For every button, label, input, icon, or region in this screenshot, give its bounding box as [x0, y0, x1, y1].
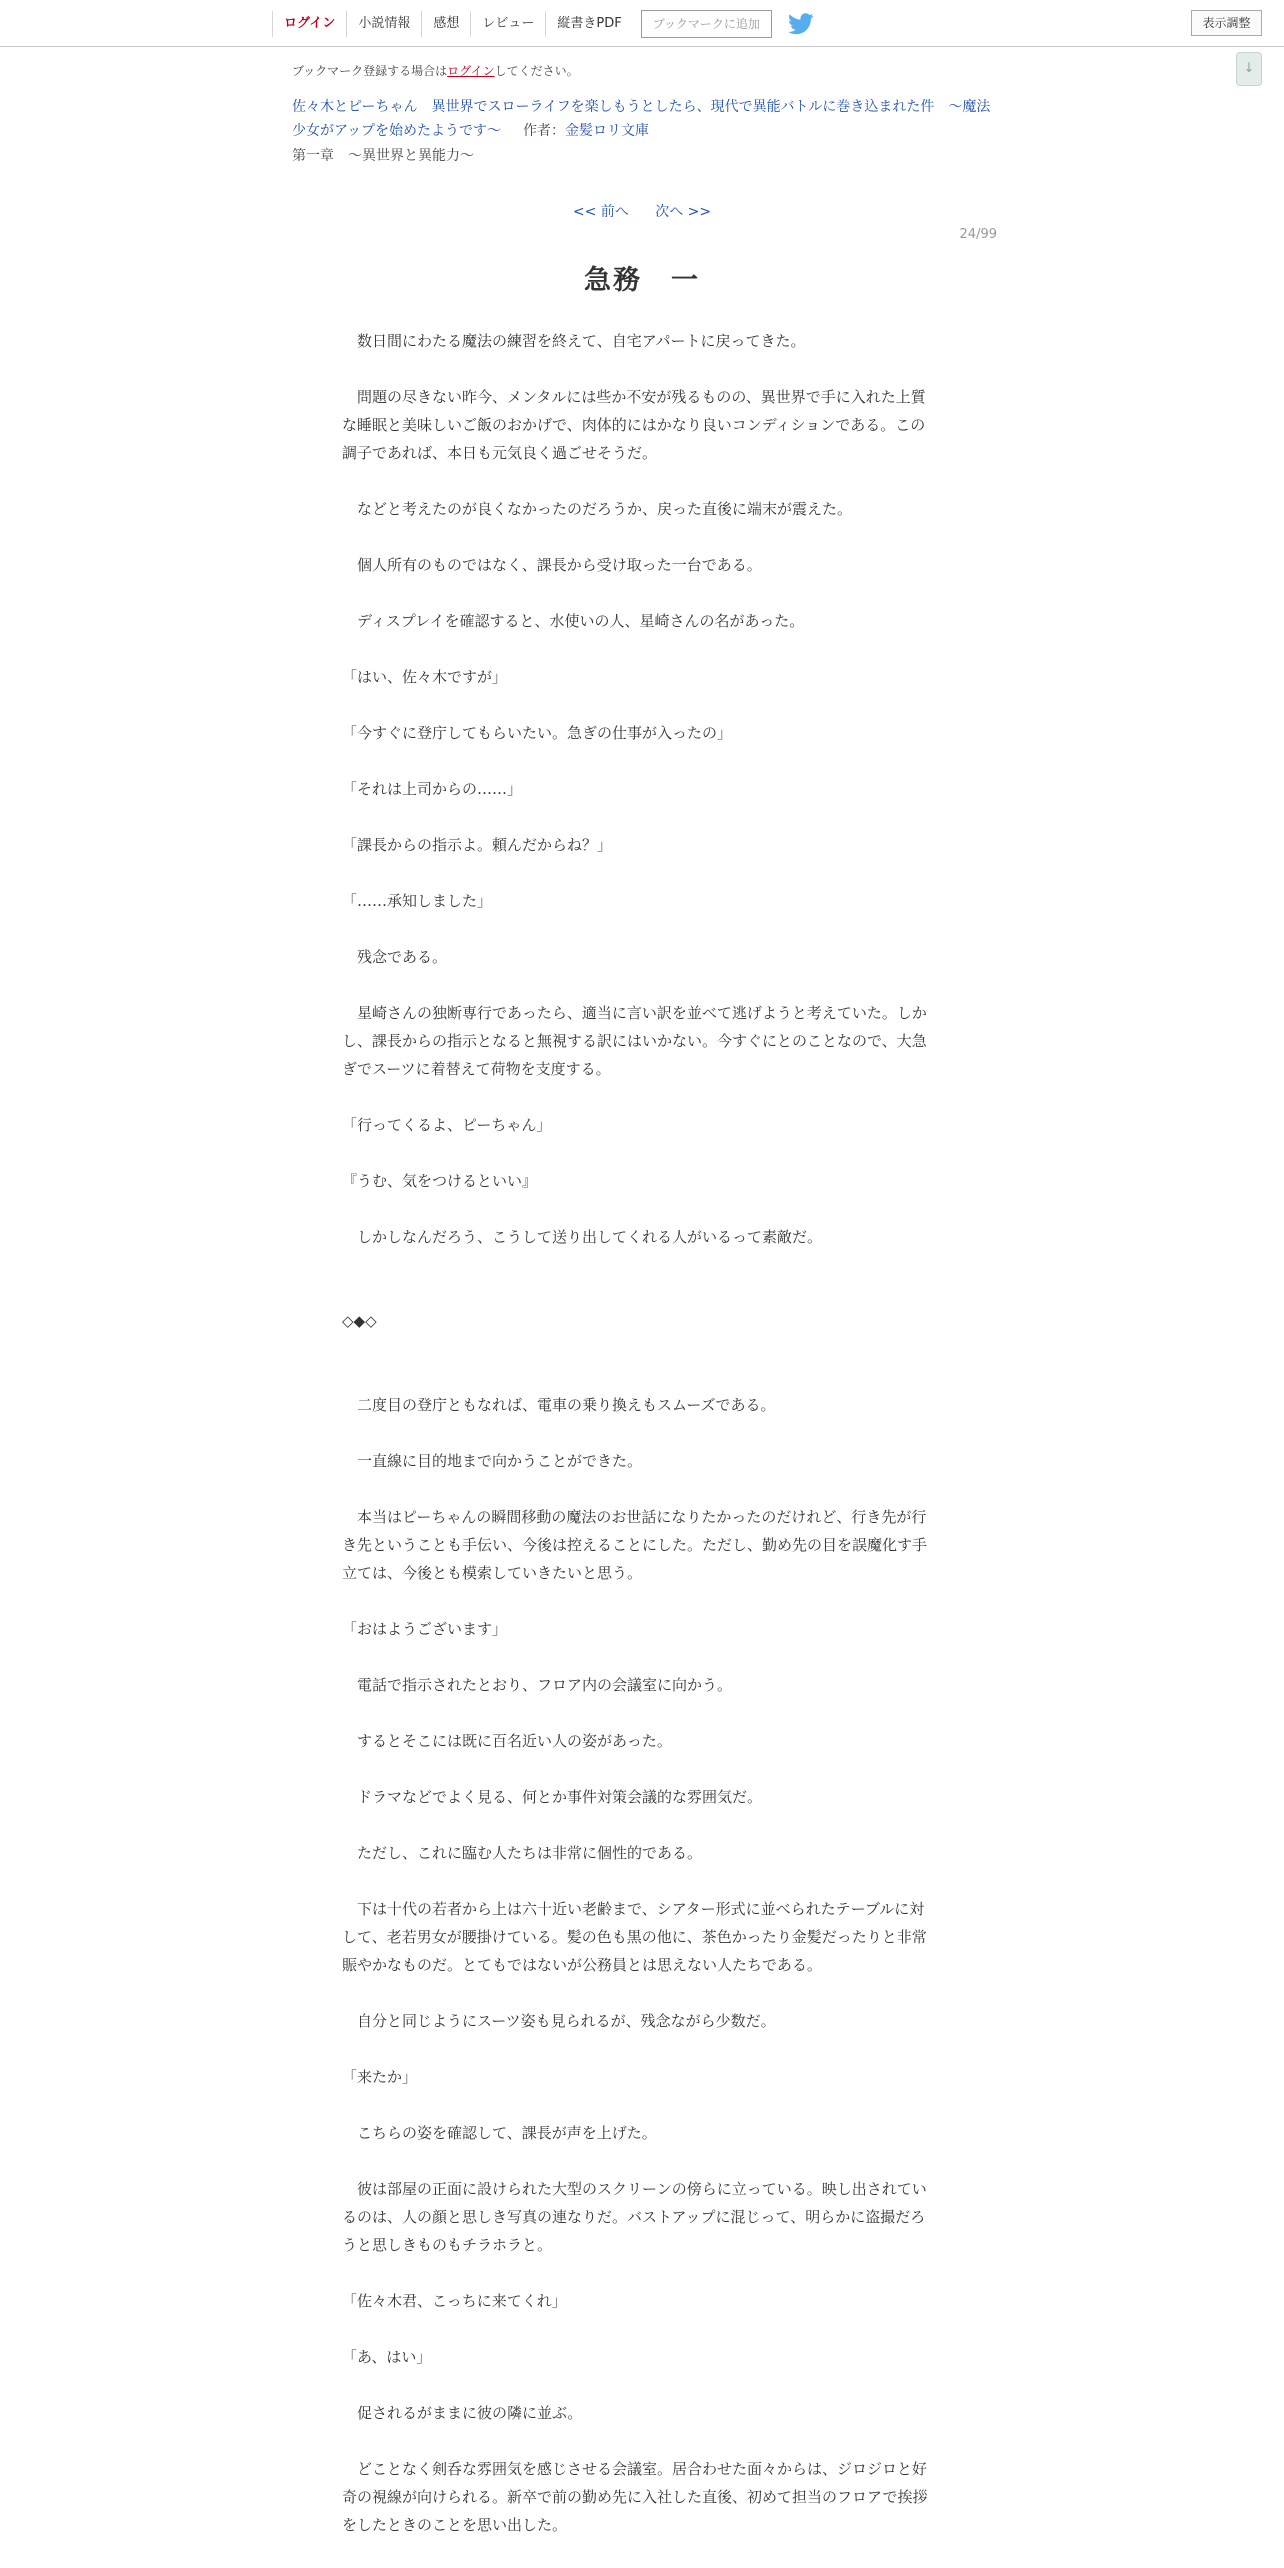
body-paragraph: 個人所有のものではなく、課長から受け取った一台である。	[342, 556, 762, 574]
body-paragraph: 「今すぐに登庁してもらいたい。急ぎの仕事が入ったの」	[342, 724, 733, 742]
body-paragraph: 残念である。	[342, 948, 448, 966]
body-paragraph: ドラマなどでよく見る、何とか事件対策会議的な雰囲気だ。	[342, 1788, 763, 1806]
body-paragraph: どことなく剣呑な雰囲気を感じさせる会議室。居合わせた面々からは、ジロジロと好奇の視線が向けられる。新卒で前の勤め先に入社した直後、初めて担当のフロアで挨拶をしたときのことを思い出した。	[342, 2460, 928, 2534]
scroll-down-icon[interactable]: ↓	[1236, 52, 1262, 86]
body-paragraph: 「行ってくるよ、ピーちゃん」	[342, 1116, 552, 1134]
body-paragraph: 一直線に目的地まで向かうことができた。	[342, 1452, 643, 1470]
body-paragraph: 「課長からの指示よ。頼んだからね？」	[342, 836, 613, 854]
body-paragraph: ディスプレイを確認すると、水使いの人、星崎さんの名があった。	[342, 612, 805, 630]
blank-line	[342, 1279, 938, 1307]
pager	[0, 201, 1284, 221]
body-paragraph: 「来たか」	[342, 2068, 418, 2086]
prev-page-link[interactable]: << 前へ	[572, 204, 629, 220]
body-paragraph: などと考えたのが良くなかったのだろうか、戻った直後に端末が震えた。	[342, 500, 853, 518]
body-paragraph: 彼は部屋の正面に設けられた大型のスクリーンの傍らに立っている。映し出されているのは、人の顔と思しき写真の連なりだ。バストアップに混じって、明らかに盗撮だろうと思しきものもチラホラと。	[342, 2180, 927, 2254]
body-paragraph: 「佐々木君、こっちに来てくれ」	[342, 2292, 567, 2310]
body-paragraph: 星崎さんの独断専行であったら、適当に言い訳を並べて逃げようと考えていた。しかし、課長からの指示となると無視する訳にはいかない。今すぐにとのことなので、大急ぎでスーツに着替えて荷物を支度する。	[342, 1004, 927, 1078]
body-paragraph: ただし、これに臨む人たちは非常に個性的である。	[342, 1844, 703, 1862]
body-paragraph: 問題の尽きない昨今、メンタルには些か不安が残るものの、異世界で手に入れた上質な睡眠と美味しいご飯のおかげで、肉体的にはかなり良いコンディションである。この調子であれば、本日も元気良く過ごせそうだ。	[342, 388, 926, 462]
body-paragraph: しかしなんだろう、こうして送り出してくれる人がいるって素敵だ。	[342, 1228, 823, 1246]
body-paragraph: 「それは上司からの……」	[342, 780, 523, 798]
add-bookmark-button[interactable]: ブックマークに追加	[641, 10, 772, 38]
episode-title: 急務 一	[584, 265, 700, 296]
body-paragraph: 『うむ、気をつけるといい』	[342, 1172, 538, 1190]
nav-impressions[interactable]: 感想	[421, 11, 470, 37]
login-note	[292, 62, 579, 79]
nav-list	[272, 0, 814, 47]
series-title-link[interactable]: 佐々木とピーちゃん 異世界でスローライフを楽しもうとしたら、現代で異能バトルに巻き込まれた件 ～魔法少女がアップを始めたようです～	[292, 99, 991, 139]
series-header	[292, 95, 992, 143]
body-paragraph: 「あ、はい」	[342, 2348, 432, 2366]
body-paragraph: 数日間にわたる魔法の練習を終えて、自宅アパートに戻ってきた。	[342, 332, 806, 350]
nav-novel-info[interactable]: 小説情報	[346, 11, 421, 37]
nav-login[interactable]: ログイン	[272, 11, 346, 37]
login-note-prefix: ブックマーク登録する場合は	[292, 64, 448, 78]
body-paragraph: 電話で指示されたとおり、フロア内の会議室に向かう。	[342, 1676, 733, 1694]
page-count: 24/99	[959, 227, 997, 242]
body-paragraph: するとそこには既に百名近い人の姿があった。	[342, 1732, 672, 1750]
body-paragraph: 「はい、佐々木ですが」	[342, 668, 508, 686]
nav-review[interactable]: レビュー	[470, 11, 545, 37]
body-paragraph: 二度目の登庁ともなれば、電車の乗り換えもスムーズである。	[342, 1396, 776, 1414]
login-note-suffix: してください。	[494, 64, 579, 78]
body-paragraph: 本当はピーちゃんの瞬間移動の魔法のお世話になりたかったのだけれど、行き先が行き先ということも手伝い、今後は控えることにした。ただし、勤め先の目を誤魔化す手立ては、今後とも模索していきたいと思う。	[342, 1508, 928, 1582]
top-navigation-bar	[0, 0, 1284, 47]
body-paragraph: ◇◆◇	[342, 1312, 377, 1330]
next-page-link[interactable]: 次へ >>	[655, 204, 712, 220]
nav-vertical-pdf[interactable]: 縦書きPDF	[545, 11, 632, 37]
author-label: 作者：	[523, 123, 566, 139]
chapter-title: 第一章 ～異世界と異能力～	[292, 148, 474, 164]
display-settings-button[interactable]: 表示調整	[1191, 10, 1262, 36]
body-paragraph: 下は十代の若者から上は六十近い老齢まで、シアター形式に並べられたテーブルに対して、老若男女が腰掛けている。髪の色も黒の他に、茶色かったり金髪だったりと非常賑やかなものだ。とてもではないが公務員とは思えない人たちである。	[342, 1900, 927, 1974]
novel-body	[342, 327, 938, 2567]
login-link[interactable]: ログイン	[447, 64, 495, 78]
blank-line	[342, 1363, 938, 1391]
author-link[interactable]: 金髪ロリ文庫	[565, 123, 650, 139]
twitter-bird-icon[interactable]	[788, 13, 814, 35]
body-paragraph: 自分と同じようにスーツ姿も見られるが、残念ながら少数だ。	[342, 2012, 776, 2030]
body-paragraph: 促されるがままに彼の隣に並ぶ。	[342, 2404, 583, 2422]
body-paragraph: こちらの姿を確認して、課長が声を上げた。	[342, 2124, 657, 2142]
body-paragraph: 「……承知しました」	[342, 892, 493, 910]
body-paragraph: 「おはようございます」	[342, 1620, 508, 1638]
